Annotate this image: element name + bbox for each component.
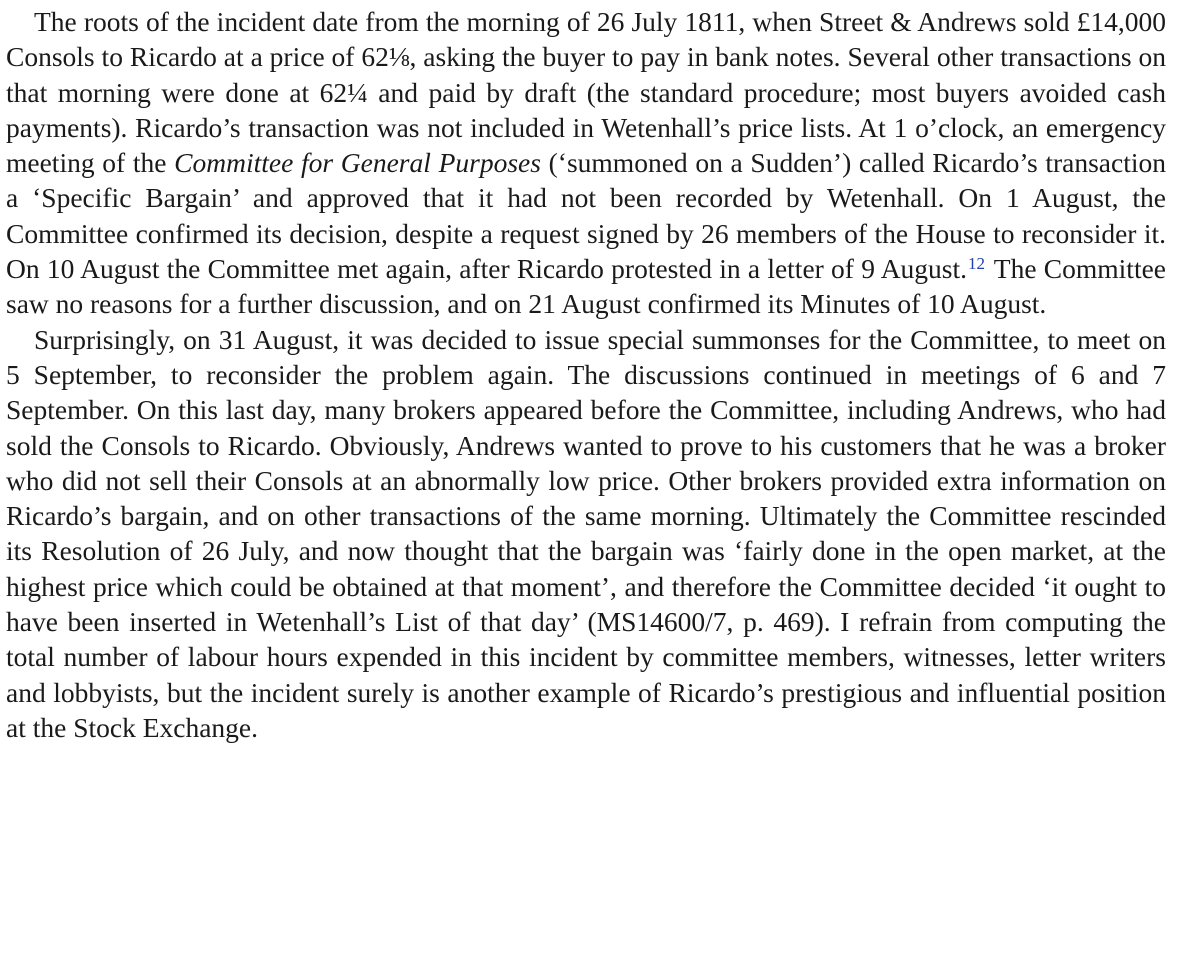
paragraph-2-text: Surprisingly, on 31 August, it was decided to issue special summonses for the Committee, to meet on 5 September, to reconsider the problem again. The discussions continued in meetings of 6 and 7 September. On this last day, many brokers appeared before the Committee, including Andrews, who had sold the Consols to Ricardo. Obviously, Andrews wanted to prove to his customers that he was a broker who did not sell their Consols at an abnormally low price. Other brokers provided extra information on Ricardo’s bargain, and on other transactions of the same morning. Ultimately the Committee rescinded its Resolution of 26 July, and now thought that the bargain was ‘fairly done in the open market, at the highest price which could be obtained at that moment’, and therefore the Committee decided ‘it ought to have been inserted in Wetenhall’s List of that day’ (MS14600/7, p. 469). I refrain from computing the total number of labour hours expended in this incident by committee members, witnesses, letter writers and lobbyists, but the incident surely is another example of Ricardo’s prestigious and influential position at the Stock Exchange.: [6, 323, 1166, 743]
footnote-ref-link[interactable]: 12: [968, 254, 986, 274]
paragraph-2: [6, 322, 1166, 746]
paragraph-1-text-a: The roots of the incident date from the morning of 26 July 1811, when Street & Andrews sold £14,000 Consols to Ricardo at a price of 62⅛, asking the buyer to pay in bank notes. Several other transactions on that morning were done at 62¼ and paid by draft (the standard procedure; most buyers avoided cash payments). Ricardo’s transaction was not included in Wetenhall’s price lists. At 1 o’clock, an emergency meeting of the: [6, 6, 1166, 179]
paragraph-1: [6, 4, 1166, 322]
paragraph-1-text-b: (‘summoned on a Sudden’) called Ricardo’s transaction a ‘Specific Bargain’ and approved that it had not been recorded by Wetenhall. On 1 August, the Committee confirmed its decision, despite a request signed by 26 members of the House to reconsider it. On 10 August the Committee met again, after Ricardo protested in a letter of 9 August.: [6, 147, 1166, 285]
committee-name-italic: Committee for General Purposes: [174, 147, 541, 179]
document-page: [6, 4, 1166, 745]
paragraph-1-text-c: The Committee saw no reasons for a further discussion, and on 21 August confirmed its Minutes of 10 August.: [6, 253, 1166, 320]
